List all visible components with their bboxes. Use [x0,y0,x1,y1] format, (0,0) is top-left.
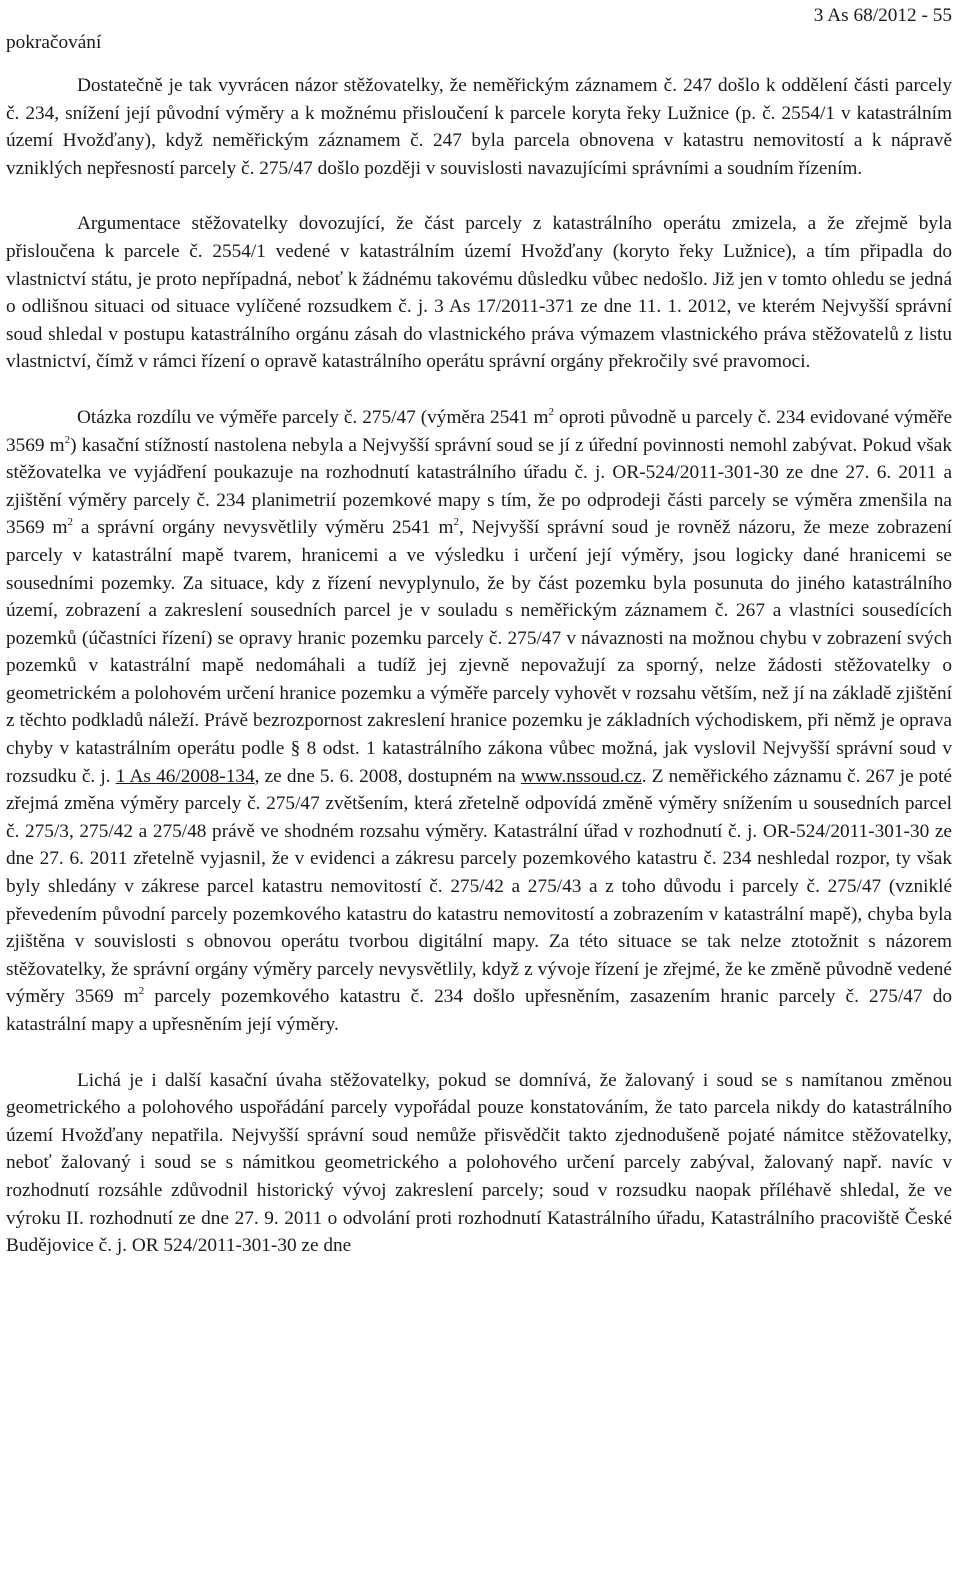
superscript: 2 [138,985,145,998]
paragraph-2: Argumentace stěžovatelky dovozující, že část parcely z katastrálního operátu zmizela, a že zřejmě byla přisloučena k parcele č. 2554/1 vedené v katastrálním území Hvožďany (koryto řeky Lužnice), a tím připadla do vlastnictví státu, je proto nepřípadná, neboť k žádnému takovému důsledku vůbec nedošlo. Již jen v tomto ohledu se jedná o odlišnou situaci od situace vylíčené rozsudkem č. j. 3 As 17/2011-371 ze dne 11. 1. 2012, ve kterém Nejvyšší správní soud shledal v postupu katastrálního orgánu zásah do vlastnického práva výmazem vlastnického práva stěžovatelů z listu vlastnictví, čímž v rámci řízení o opravě katastrálního operátu správní orgány překročily své pravomoci. [6,213,952,373]
paragraph-4: Lichá je i další kasační úvaha stěžovatelky, pokud se domnívá, že žalovaný i soud se s namítanou změnou geometrického a polohového uspořádání parcely vypořádal pouze konstatováním, že tato parcela nikdy do katastrálního území Hvožďany nepatřila. Nejvyšší správní soud nemůže přisvědčit takto zjednodušeně pojaté námitce stěžovatelky, neboť žalovaný i soud se s námitkou geometrického a polohového určení parcely zabýval, žalovaný např. navíc v rozhodnutí rozsáhle zdůvodnil historický vývoj zakreslení parcely; soud v rozsudku naopak příléhavě shledal, že ve výroku II. rozhodnutí ze dne 27. 9. 2011 o odvolání proti rozhodnutí Katastrálního úřadu, Katastrálního pracoviště České Budějovice č. j. OR 524/2011-301-30 ze dne [6,1069,952,1257]
page-header [6,0,952,58]
superscript: 2 [67,516,73,529]
continuation-label: pokračování [6,32,102,53]
case-number: 3 As 68/2012 - 55 [813,5,952,26]
superscript: 2 [64,433,71,446]
superscript: 2 [548,405,554,418]
paragraph-3: Otázka rozdílu ve výměře parcely č. 275/47 (výměra 2541 $m^2$ oproti původně u parcely č. 234 evidované výměře 3569 $m^2$) kasační stížností nastolena nebyla a Nejvyšší správní soud se jí z úřední povinnosti nemohl zabývat. Pokud však stěžovatelka ve vyjádření poukazuje na rozhodnutí katastrálního úřadu č. j. OR-524/2011-301-30 ze dne 27. 6. 2011 a zjištění výměry parcely č. 234 planimetrií pozemkové mapy s tím, že po odprodeji části parcely se výměra zmenšila na 3569 $m^2$ a správní orgány nevysvětlily výměru 2541 $m^2$, Nejvyšší správní soud je rovněž názoru, že meze zobrazení parcely v katastrální mapě tvarem, hranicemi a ve výsledku i určení její výměry, jsou logicky dané hranicemi se sousedními pozemky. Za situace, kdy z řízení nevyplynulo, že by část pozemku byla posunuta do jiného katastrálního území, zobrazení a zakreslení sousedních parcel je v souladu s neměřickým záznamem č. 267 a vlastníci sousedících pozemků (účastníci řízení) se opravy hranic pozemku parcely č. 275/47 v návaznosti na možnou chybu v zobrazení svých pozemků v katastrální mapě nedomáhali a tudíž jej zjevně nepovažují za sporný, nelze žádosti stěžovatelky o geometrickém a polohovém určení hranice pozemku a výměře parcely vyhovět v rozsahu větším, než jí na základě zjištění z těchto podkladů náleží. Právě bezrozpornost zakreslení hranice pozemku je základních východiskem, při němž je oprava chyby v katastrálním operátu podle § 8 odst. 1 katastrálního zákona vůbec možná, jak vyslovil Nejvyšší správní soud v rozsudku č. j. 1 As 46/2008-134, ze dne 5. 6. 2008, dostupném na www.nssoud.cz. Z neměřického záznamu č. 267 je poté zřejmá změna výměry parcely č. 275/47 zvětšením, která zřetelně odpovídá změně výměry snížením u sousedních parcel č. 275/3, 275/42 a 275/48 právě ve shodném rozsahu výměry. Katastrální úřad v rozhodnutí č. j. OR-524/2011-301-30 ze dne 27. 6. 2011 zřetelně vyjasnil, že v evidenci a zákresu parcely pozemkového katastru č. 234 neshledal rozpor, ty však byly shledány v zákrese parcel katastru nemovitostí č. 275/42 a 275/43 a z toho důvodu i parcely č. 275/47 (vzniklé převedením původní parcely pozemkového katastru do katastru nemovitostí a zobrazením v katastrální mapě), chyba byla zjištěna v souvislosti s obnovou operátu tvorbou digitální mapy. Za této situace se tak nelze ztotožnit s názorem stěžovatelky, že správní orgány výměry parcely nevysvětlily, když z vývoje řízení je zřejmé, že ke změně původně vedené výměry 3569 $m^2$ parcely pozemkového katastru č. 234 došlo upřesněním, zasazením hranic parcely č. 275/47 do katastrální mapy a upřesněním její výměry. [6,405,953,1035]
case-link[interactable]: 1 As 46/2008-134 [115,765,255,787]
website-link[interactable]: www.nssoud.cz [520,765,642,787]
paragraph-1: Dostatečně je tak vyvrácen názor stěžovatelky, že neměřickým záznamem č. 247 došlo k oddělení části parcely č. 234, snížení její původní výměry a k možnému přisloučení k parcele koryta řeky Lužnice (p. č. 2554/1 v katastrálním území Hvožďany), když neměřickým záznamem č. 247 byla parcela obnovena v katastru nemovitostí a k nápravě vzniklých nepřesností parcely č. 275/47 došlo později v souvislosti navazujícími správními a soudním řízením. [6,75,952,179]
document-page [6,0,952,1260]
superscript: 2 [453,516,460,529]
